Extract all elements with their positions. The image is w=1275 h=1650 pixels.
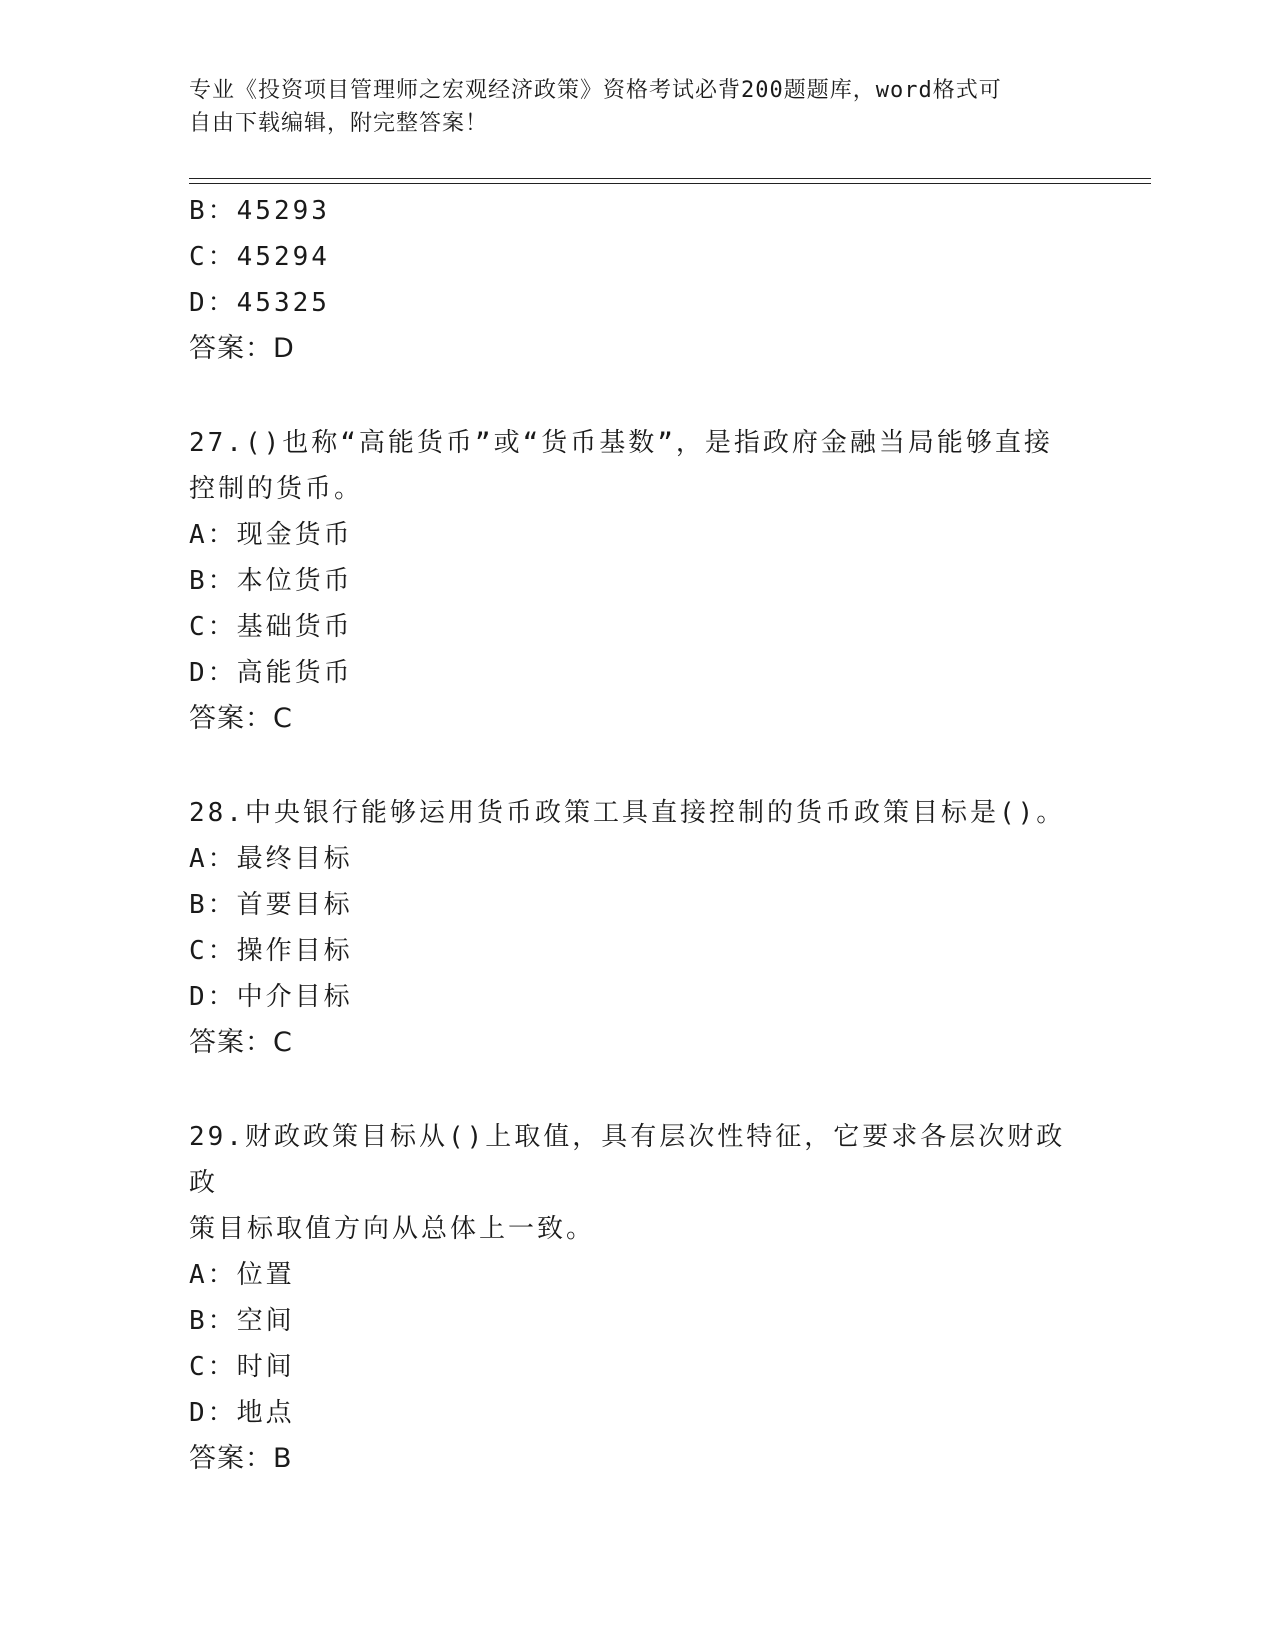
header-rule-top bbox=[189, 178, 1151, 179]
option-text: 45325 bbox=[236, 288, 330, 318]
option-a bbox=[189, 836, 1089, 882]
option-key: B： bbox=[189, 890, 237, 920]
option-key: C： bbox=[189, 612, 237, 642]
option-text: 时间 bbox=[236, 1352, 295, 1382]
header-rule-bottom bbox=[189, 183, 1151, 184]
option-text: 位置 bbox=[236, 1260, 295, 1290]
answer-line: 答案：C bbox=[189, 1027, 293, 1058]
question-text-line: 控制的货币。 bbox=[189, 474, 364, 504]
option-key: C： bbox=[189, 242, 237, 272]
option-text: 操作目标 bbox=[236, 936, 353, 966]
answer-line: 答案：B bbox=[189, 1443, 293, 1474]
option-key: D： bbox=[189, 1398, 237, 1428]
option-text: 最终目标 bbox=[236, 844, 353, 874]
question-27 bbox=[189, 420, 1089, 742]
option-b bbox=[189, 558, 1089, 604]
option-c bbox=[189, 1344, 1089, 1390]
option-text: 本位货币 bbox=[236, 566, 353, 596]
option-key: D： bbox=[189, 658, 237, 688]
option-b bbox=[189, 1298, 1089, 1344]
header-line-1: 专业《投资项目管理师之宏观经济政策》资格考试必背200题题库，word格式可 bbox=[189, 78, 1002, 103]
question-text-line: 29.财政政策目标从()上取值，具有层次性特征，它要求各层次财政政 bbox=[189, 1122, 1066, 1198]
spacer bbox=[189, 1066, 1089, 1114]
answer-line: 答案：D bbox=[189, 333, 295, 364]
question-text-line: 28.中央银行能够运用货币政策工具直接控制的货币政策目标是()。 bbox=[189, 798, 1066, 828]
option-d bbox=[189, 1390, 1089, 1436]
spacer bbox=[189, 372, 1089, 420]
option-c bbox=[189, 928, 1089, 974]
header-line-2: 自由下载编辑，附完整答案！ bbox=[189, 111, 489, 136]
option-text: 首要目标 bbox=[236, 890, 353, 920]
option-d bbox=[189, 974, 1089, 1020]
option-key: A： bbox=[189, 520, 237, 550]
option-b bbox=[189, 188, 1089, 234]
question-29 bbox=[189, 1114, 1089, 1482]
option-text: 基础货币 bbox=[236, 612, 353, 642]
option-key: B： bbox=[189, 196, 237, 226]
option-key: D： bbox=[189, 982, 237, 1012]
option-a bbox=[189, 512, 1089, 558]
document-header bbox=[189, 74, 1089, 140]
question-text-line: 策目标取值方向从总体上一致。 bbox=[189, 1214, 596, 1244]
option-key: A： bbox=[189, 844, 237, 874]
question-list bbox=[189, 188, 1089, 1482]
option-key: C： bbox=[189, 936, 237, 966]
answer-line: 答案：C bbox=[189, 703, 293, 734]
question-text-line: 27.()也称“高能货币”或“货币基数”，是指政府金融当局能够直接 bbox=[189, 428, 1053, 458]
option-text: 空间 bbox=[236, 1306, 295, 1336]
option-text: 45294 bbox=[236, 242, 330, 272]
option-text: 高能货币 bbox=[236, 658, 353, 688]
option-text: 地点 bbox=[236, 1398, 295, 1428]
question-28 bbox=[189, 790, 1089, 1066]
option-text: 中介目标 bbox=[236, 982, 353, 1012]
option-text: 45293 bbox=[236, 196, 330, 226]
spacer bbox=[189, 742, 1089, 790]
option-a bbox=[189, 1252, 1089, 1298]
option-key: A： bbox=[189, 1260, 237, 1290]
option-key: C： bbox=[189, 1352, 237, 1382]
option-c bbox=[189, 234, 1089, 280]
option-b bbox=[189, 882, 1089, 928]
option-key: B： bbox=[189, 1306, 237, 1336]
option-key: D： bbox=[189, 288, 237, 318]
option-key: B： bbox=[189, 566, 237, 596]
option-d bbox=[189, 280, 1089, 326]
question-26 bbox=[189, 188, 1089, 372]
option-c bbox=[189, 604, 1089, 650]
option-text: 现金货币 bbox=[236, 520, 353, 550]
option-d bbox=[189, 650, 1089, 696]
